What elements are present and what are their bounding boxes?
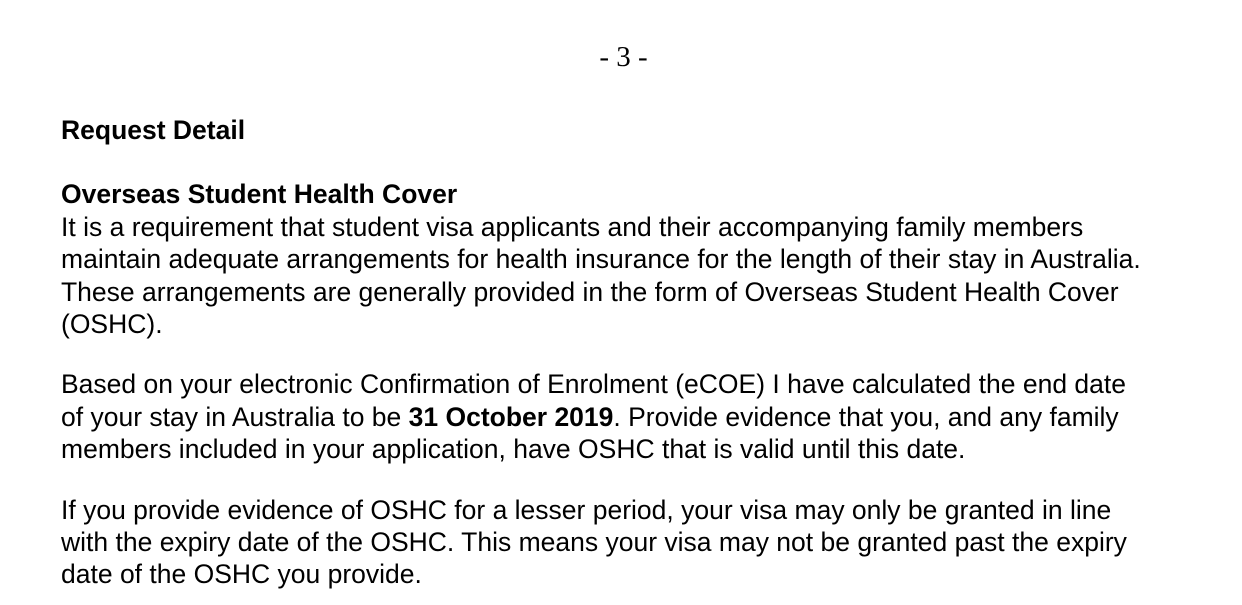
paragraph-oshc-requirement [61, 211, 1186, 341]
end-date-value: 31 October 2019 [408, 401, 614, 432]
paragraph-line-prefix: of your stay in Australia to be [61, 401, 409, 432]
paragraph-line: If you provide evidence of OSHC for a lesser period, your visa may only be granted in line [61, 494, 1112, 525]
paragraph-line: maintain adequate arrangements for health insurance for the length of their stay in Australia. [61, 244, 1141, 275]
paragraph-line: with the expiry date of the OSHC. This means your visa may not be granted past the expiry [61, 526, 1127, 557]
section-heading-request-detail: Request Detail [61, 114, 246, 145]
paragraph-line: These arrangements are generally provided in the form of Overseas Student Health Cover [61, 276, 1119, 307]
paragraph-line: It is a requirement that student visa applicants and their accompanying family members [61, 211, 1084, 242]
subsection-heading-oshc: Overseas Student Health Cover [61, 179, 458, 210]
paragraph-end-date [61, 368, 1186, 465]
paragraph-lesser-period [61, 494, 1186, 591]
paragraph-line-suffix: . Provide evidence that you, and any family [613, 401, 1119, 432]
paragraph-line [61, 401, 1186, 433]
paragraph-line: (OSHC). [61, 308, 163, 339]
paragraph-line: date of the OSHC you provide. [61, 559, 422, 590]
paragraph-line: Based on your electronic Confirmation of Enrolment (eCOE) I have calculated the end date [61, 369, 1126, 400]
page-number: - 3 - [599, 41, 648, 73]
paragraph-line: members included in your application, have OSHC that is valid until this date. [61, 434, 966, 465]
